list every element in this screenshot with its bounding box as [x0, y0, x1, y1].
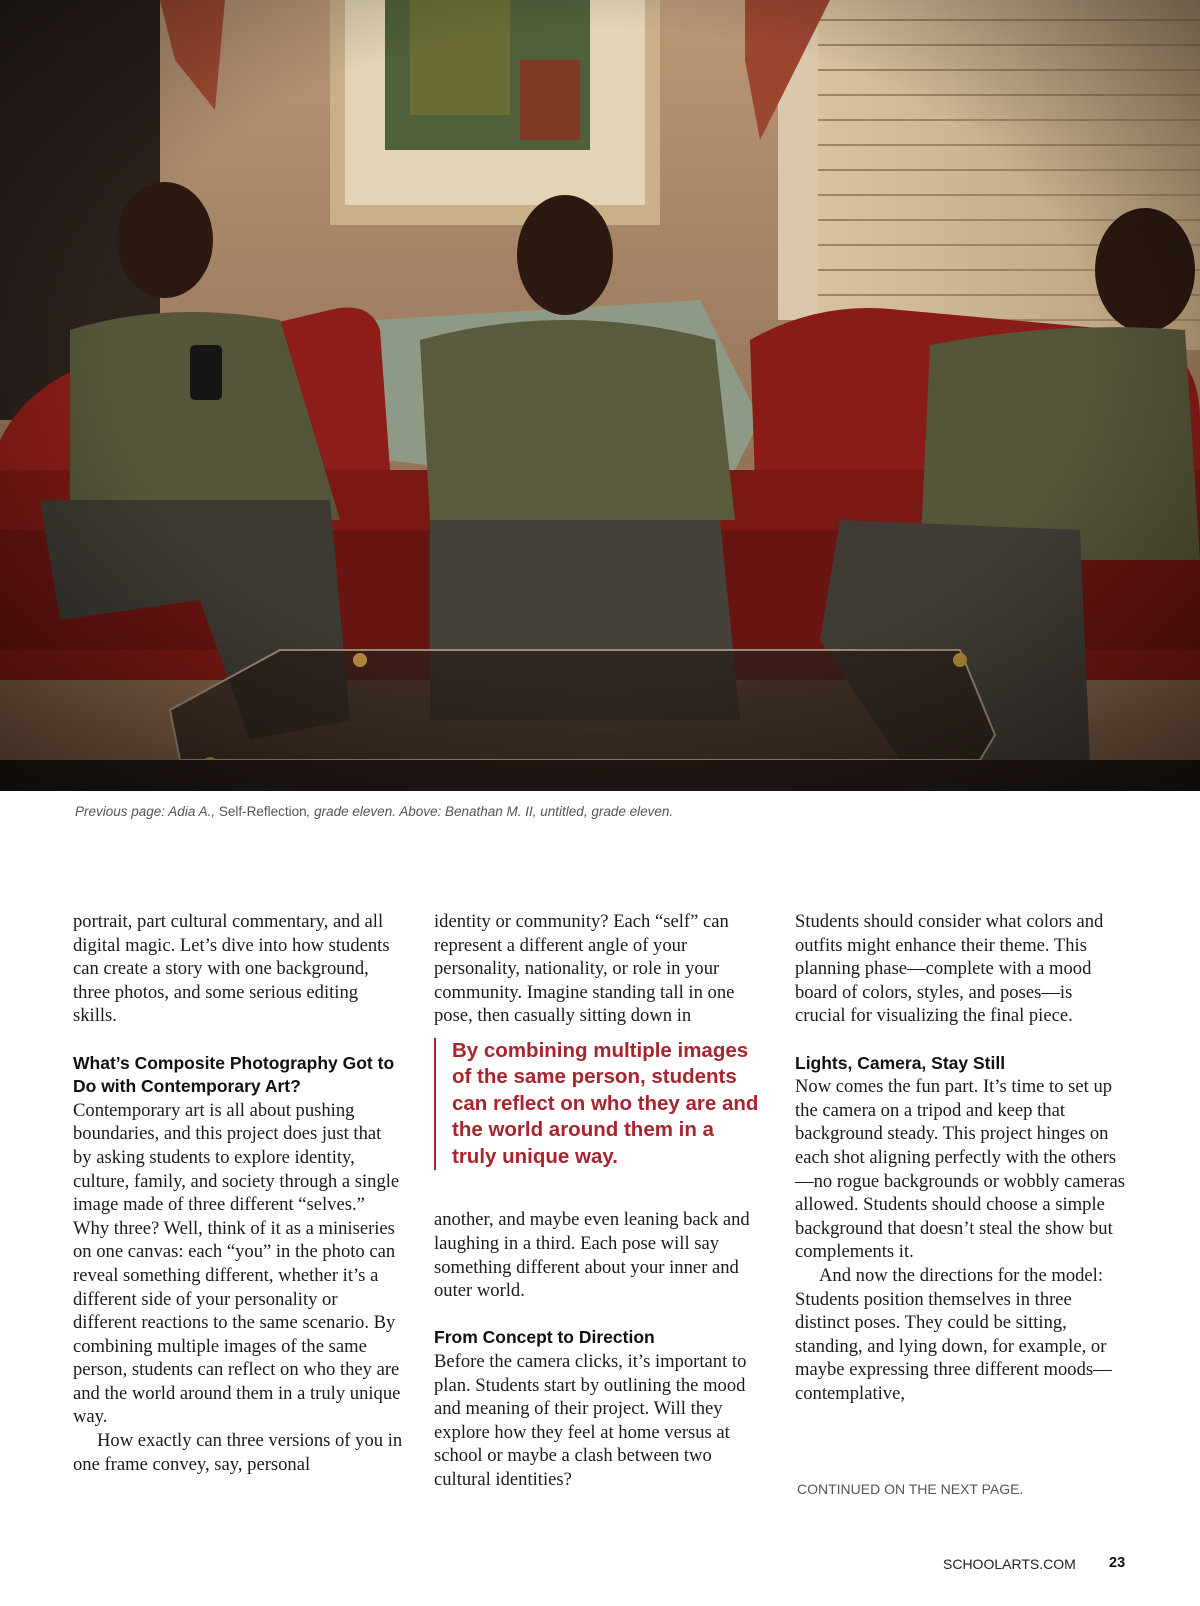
section-heading: What’s Composite Photography Got to Do with Contemporary Art?	[73, 1052, 395, 1097]
page-number: 23	[1109, 1555, 1126, 1571]
paragraph: Now comes the fun part. It’s time to set up the camera on a tripod and keep that background steady. This project hinges on each shot aligning perfectly with the others—no rogue backgrounds or wobbly cameras allowed. Students should choose a simple background that doesn’t steal the show but complements it.	[795, 1076, 1125, 1263]
caption-artwork-title: Self-Reflection	[218, 804, 307, 819]
paragraph: And now the directions for the model: Students position themselves in three distinct poses. They could be sitting, standing, and lying down, for example, or maybe expressing three different moods—contemplative,	[795, 1264, 1112, 1404]
paragraph: portrait, part cultural commentary, and all digital magic. Let’s dive into how students can create a story with one background, three photos, and some serious editing skills.	[73, 911, 390, 1027]
paragraph: Students should consider what colors and outfits might enhance their theme. This planning phase—complete with a mood board of colors, styles, and poses—is crucial for visualizing the final piece.	[795, 911, 1104, 1027]
footer-site-link[interactable]: SCHOOLARTS.COM	[943, 1556, 1076, 1572]
caption-part-1: Previous page: Adia A.,	[75, 804, 219, 819]
article-column-3	[795, 910, 1125, 1405]
paragraph: identity or community? Each “self” can represent a different angle of your personality, nationality, or role in your community. Imagine standing tall in one pose, then casually sitting down in	[434, 911, 735, 1027]
photo-caption	[75, 804, 1135, 819]
section-heading: Lights, Camera, Stay Still	[795, 1052, 1006, 1073]
paragraph: How exactly can three versions of you in one frame convey, say, personal	[73, 1430, 403, 1475]
caption-part-2: , grade eleven. Above: Benathan M. II, untitled, grade eleven.	[306, 804, 674, 819]
paragraph: Before the camera clicks, it’s important to plan. Students start by outlining the mood and meaning of their project. Will they explore how they feel at home versus at school or maybe a clash between two cultural identities?	[434, 1351, 747, 1490]
hero-photo	[0, 0, 1200, 791]
article-column-2	[434, 910, 764, 1492]
section-heading: From Concept to Direction	[434, 1327, 655, 1348]
article-column-1	[73, 910, 403, 1476]
paragraph: another, and maybe even leaning back and laughing in a third. Each pose will say something different about your inner and outer world.	[434, 1209, 750, 1302]
paragraph: Contemporary art is all about pushing boundaries, and this project does just that by asking students to explore identity, culture, family, and society through a single image made of three different “selves.” Why three? Well, think of it as a miniseries on one canvas: each “you” in the photo can reveal something different, whether it’s a different side of your personality or different reactions to the same scenario. By combining multiple images of the same person, students can reflect on who they are and the world around them in a truly unique way.	[73, 1099, 401, 1428]
continued-note: CONTINUED ON THE NEXT PAGE.	[797, 1481, 1024, 1497]
student-photo-illustration	[0, 0, 1200, 791]
pull-quote: By combining multiple images of the same person, students can reflect on who they are and the world around them in a truly unique way.	[434, 1038, 764, 1171]
